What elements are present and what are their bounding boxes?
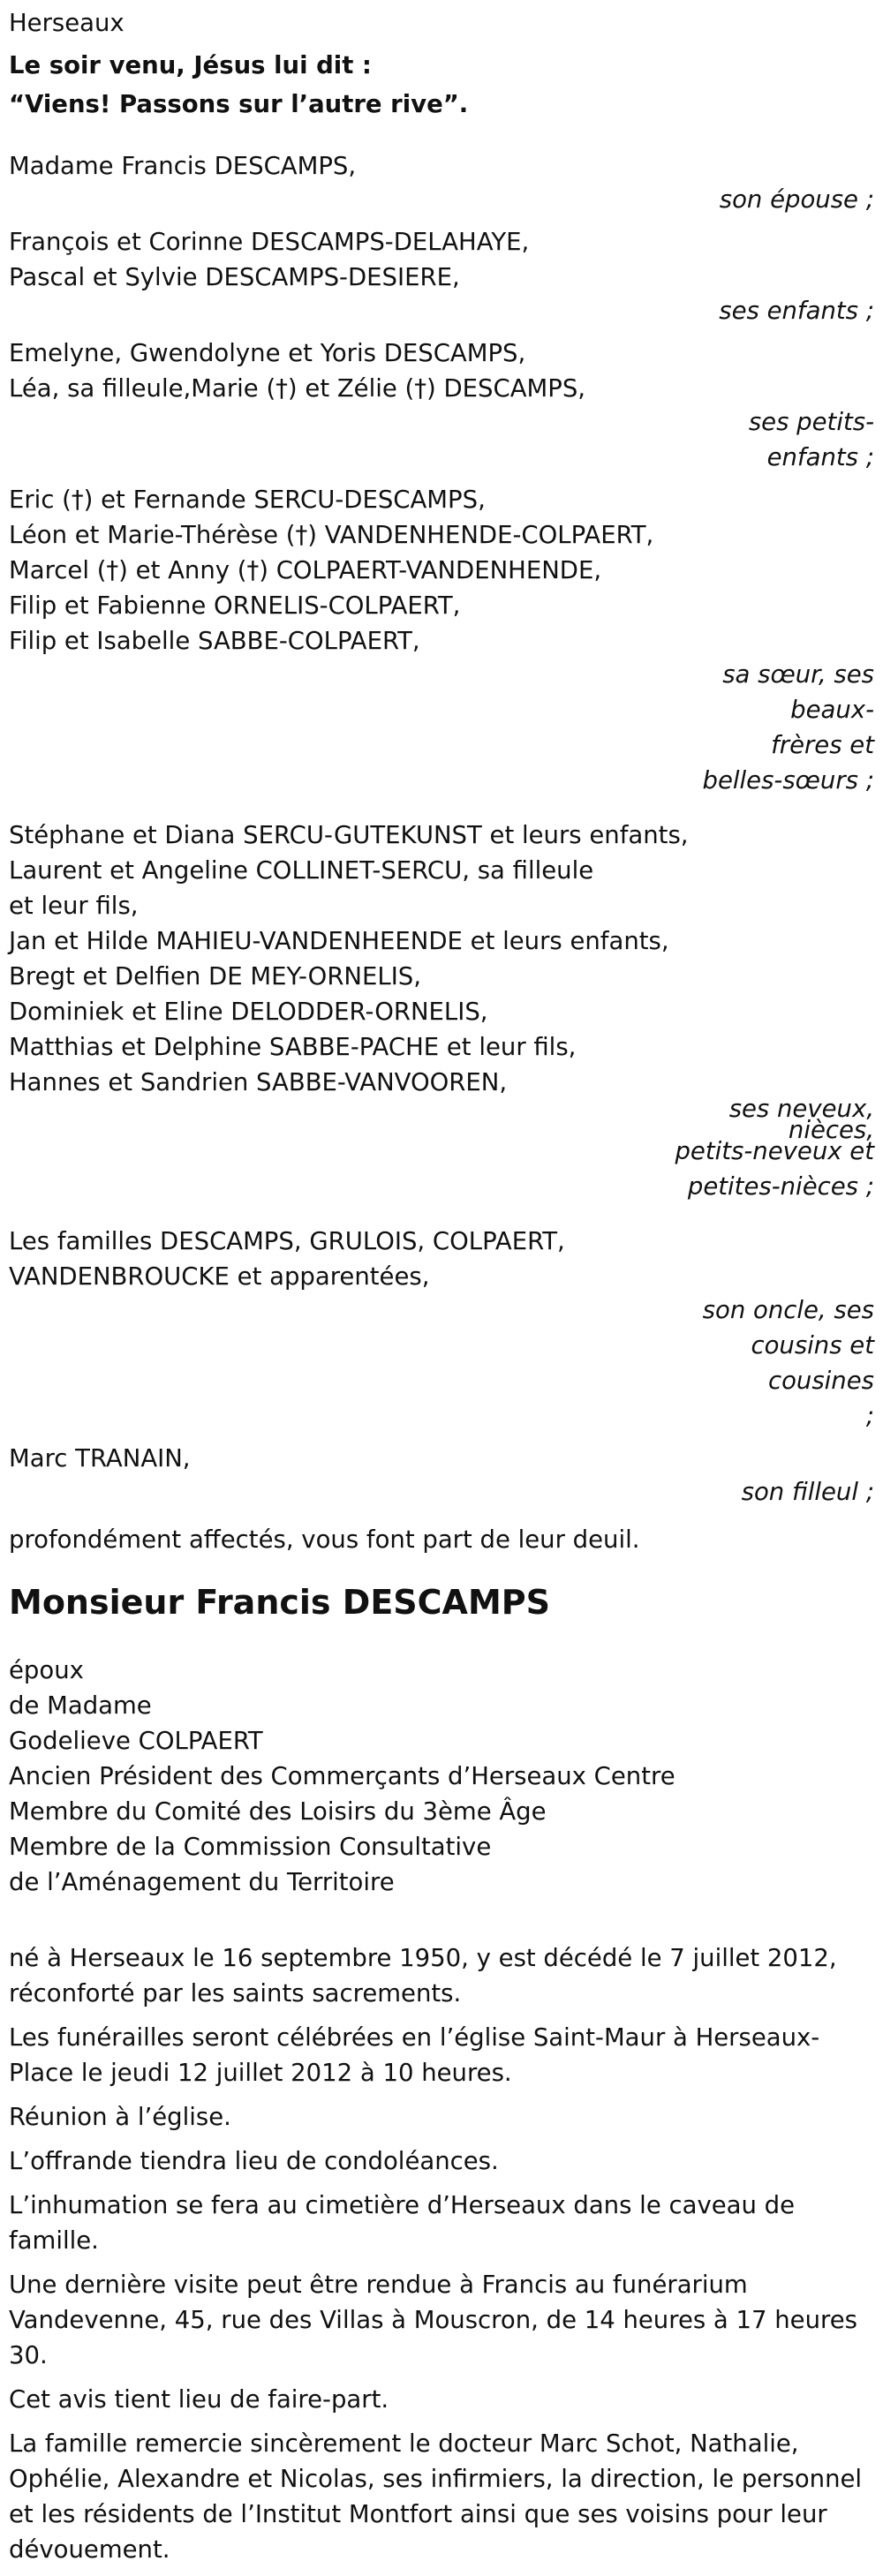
place-label: Herseaux: [9, 9, 125, 37]
family-name-line: Filip et Fabienne ORNELIS-COLPAERT,: [9, 591, 461, 620]
family-name-line: Madame Francis DESCAMPS,: [9, 152, 357, 180]
title-line: Godelieve COLPAERT: [9, 1727, 263, 1755]
relation-label: [9, 1474, 874, 1510]
family-name-line: Laurent et Angeline COLLINET-SERCU, sa filleule: [9, 856, 594, 885]
title-line: Ancien Président des Commerçants d’Herseaux Centre: [9, 1762, 675, 1790]
detail-paragraph: La famille remercie sincèrement le docteur Marc Schot, Nathalie, Ophélie, Alexandre et Nicolas, ses infirmiers, la direction, le personnel et les résidents de l’Institut Montfort ainsi que ses voisins pour leur dévouement.: [9, 2429, 863, 2564]
funeral-details: [9, 1940, 874, 2567]
family-group-nephews: [9, 817, 874, 1204]
relation-label: [9, 182, 874, 217]
relation-label: [9, 404, 874, 475]
family-group-children: [9, 224, 874, 328]
closing-sentence: profondément affectés, vous font part de leur deuil.: [9, 1525, 640, 1554]
detail-paragraph: Une dernière visite peut être rendue à Francis au funérarium Vandevenne, 45, rue des Villas à Mouscron, de 14 heures à 17 heures 30.: [9, 2271, 857, 2369]
relation-line: petites-nièces ;: [687, 1172, 874, 1201]
family-name-line: Filip et Isabelle SABBE-COLPAERT,: [9, 627, 420, 655]
relation-line: ses neveux, nièces,: [728, 1095, 874, 1144]
relation-line: son oncle, ses: [702, 1296, 874, 1324]
relation-label: [9, 1292, 874, 1434]
family-name-line: Pascal et Sylvie DESCAMPS-DESIERE,: [9, 263, 460, 291]
title-line: de Madame: [9, 1691, 152, 1720]
relation-line: ses petits-enfants ;: [748, 408, 874, 471]
family-group-godson: [9, 1441, 874, 1510]
family-name-line: Dominiek et Eline DELODDER-ORNELIS,: [9, 998, 488, 1026]
family-group-siblings: [9, 482, 874, 798]
epigraph-line-2: “Viens! Passons sur l’autre rive”.: [9, 90, 469, 118]
deceased-titles: [9, 1653, 874, 1900]
relation-line: frères et: [771, 731, 874, 759]
detail-paragraph: Les funérailles seront célébrées en l’église Saint-Maur à Herseaux-Place le jeudi 12 juillet 2012 à 10 heures.: [9, 2023, 820, 2087]
deceased-name: Monsieur Francis DESCAMPS: [9, 1583, 550, 1622]
relation-label: [9, 657, 874, 798]
family-name-line: Marcel (†) et Anny (†) COLPAERT-VANDENHENDE,: [9, 556, 602, 584]
family-name-line: Matthias et Delphine SABBE-PACHE et leur fils,: [9, 1033, 577, 1061]
family-name-line: et leur fils,: [9, 892, 139, 920]
family-name-line: Stéphane et Diana SERCU-GUTEKUNST et leurs enfants,: [9, 821, 689, 849]
family-name-line: François et Corinne DESCAMPS-DELAHAYE,: [9, 228, 530, 256]
relation-line: son épouse ;: [719, 185, 874, 214]
relation-line: cousins et cousines: [751, 1331, 874, 1395]
relation-label: [9, 1095, 874, 1204]
family-name-line: Léa, sa filleule,Marie (†) et Zélie (†) DESCAMPS,: [9, 374, 586, 403]
relation-label: [9, 293, 874, 328]
relation-line: sa sœur, ses beaux-: [722, 660, 874, 724]
family-name-line: Bregt et Delfien DE MEY-ORNELIS,: [9, 962, 422, 990]
detail-paragraph: L’offrande tiendra lieu de condoléances.: [9, 2147, 499, 2175]
obituary-content: [9, 5, 874, 2576]
intro: [9, 5, 874, 122]
relation-line: belles-sœurs ;: [702, 766, 874, 795]
family-group-grandchildren: [9, 335, 874, 475]
detail-paragraph: né à Herseaux le 16 septembre 1950, y est décédé le 7 juillet 2012, réconforté par les saints sacrements.: [9, 1944, 837, 2007]
relation-line: petits-neveux et: [675, 1137, 874, 1165]
family-name-line: Eric (†) et Fernande SERCU-DESCAMPS,: [9, 486, 486, 514]
title-line: de l’Aménagement du Territoire: [9, 1868, 395, 1896]
family-group-relatives: [9, 1224, 874, 1434]
relation-line: ses enfants ;: [719, 297, 874, 325]
family-name-line: Hannes et Sandrien SABBE-VANVOOREN,: [9, 1068, 508, 1096]
relation-line: ;: [865, 1402, 874, 1430]
detail-paragraph: L’inhumation se fera au cimetière d’Herseaux dans le caveau de famille.: [9, 2191, 796, 2255]
detail-paragraph: Réunion à l’église.: [9, 2103, 231, 2131]
family-name-line: Les familles DESCAMPS, GRULOIS, COLPAERT,: [9, 1227, 565, 1255]
family-group-spouse: [9, 148, 874, 217]
relation-line: son filleul ;: [741, 1478, 874, 1506]
epigraph-line-1: Le soir venu, Jésus lui dit :: [9, 51, 372, 79]
title-line: époux: [9, 1656, 84, 1684]
title-line: Membre du Comité des Loisirs du 3ème Âge: [9, 1797, 547, 1826]
family-name-line: Marc TRANAIN,: [9, 1444, 191, 1473]
detail-paragraph: Cet avis tient lieu de faire-part.: [9, 2385, 389, 2414]
family-name-line: Emelyne, Gwendolyne et Yoris DESCAMPS,: [9, 339, 526, 367]
title-line: Membre de la Commission Consultative: [9, 1833, 492, 1861]
family-name-line: Léon et Marie-Thérèse (†) VANDENHENDE-COLPAERT,: [9, 521, 654, 549]
family-name-line: VANDENBROUCKE et apparentées,: [9, 1262, 430, 1291]
family-name-line: Jan et Hilde MAHIEU-VANDENHEENDE et leurs enfants,: [9, 927, 669, 955]
